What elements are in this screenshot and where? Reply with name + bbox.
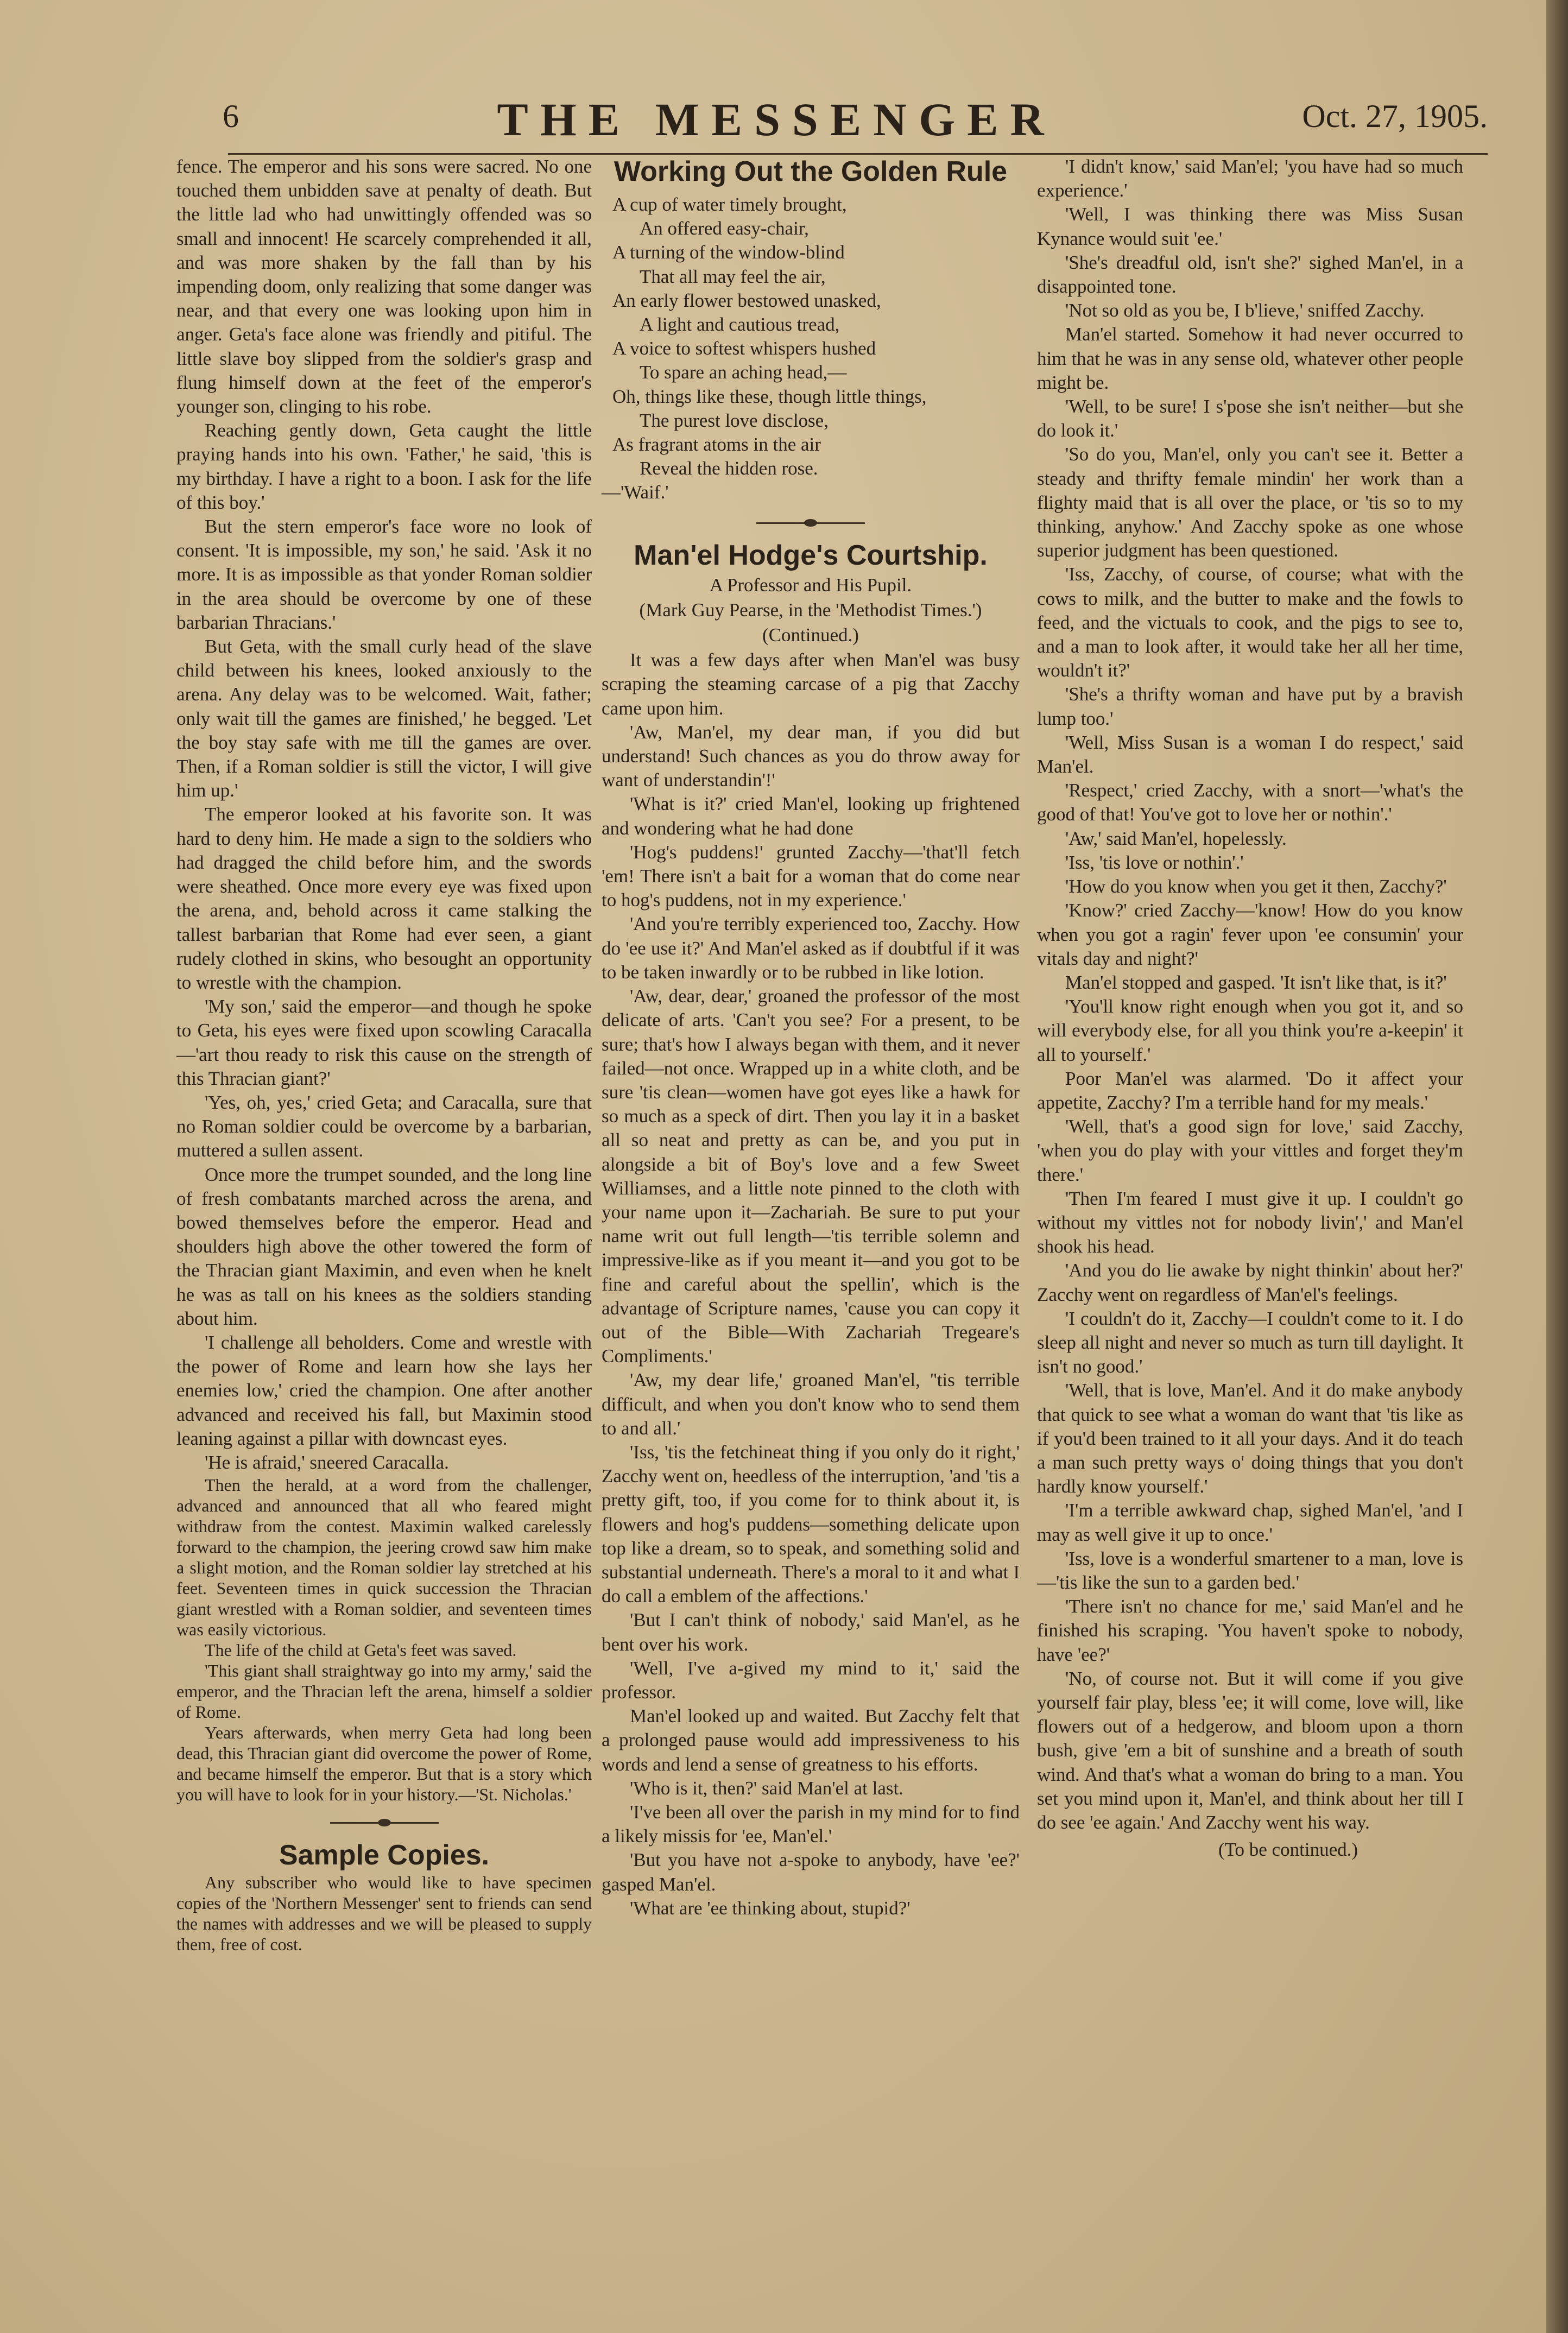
paragraph: Man'el looked up and waited. But Zacchy felt that a prolonged pause would add impressiveness to his words and lend a sense of greatness to his efforts. (602, 1705, 1020, 1775)
paragraph: 'And you do lie awake by night thinkin' about her?' Zacchy went on regardless of Man'el's feelings. (1037, 1260, 1463, 1305)
paragraph: Man'el stopped and gasped. 'It isn't like that, is it?' (1065, 971, 1447, 993)
paragraph: 'How do you know when you get it then, Zacchy?' (1065, 876, 1447, 897)
story-title: Man'el Hodge's Courtship. (634, 539, 988, 571)
paragraph: 'What is it?' cried Man'el, looking up frightened and wondering what he had done (602, 793, 1020, 839)
paragraph: 'I'm a terrible awkward chap, sighed Man'el, 'and I may as well give it up to once.' (1037, 1500, 1463, 1545)
paragraph: 'You'll know right enough when you got it, and so will everybody else, for all you think you're a-keepin' it all to yourself.' (1037, 996, 1463, 1065)
paragraph: 'Aw, Man'el, my dear man, if you did but understand! Such chances as you do throw away for want of understandin'!' (602, 721, 1020, 791)
story-continued-note: (Continued.) (762, 624, 859, 646)
paragraph: 'Well, to be sure! I s'pose she isn't neither—but she do look it.' (1037, 396, 1463, 441)
poem-line: A voice to softest whispers hushed (612, 338, 876, 359)
section-divider (330, 1819, 439, 1826)
paragraph: 'Iss, Zacchy, of course, of course; what with the cows to milk, and the butter to make and the fowls to feed, and the victuals to cook, and the pigs to see to, and a man to look after, it would take her all her time, wouldn't it?' (1037, 564, 1463, 681)
poem-line: A turning of the window-blind (612, 242, 845, 263)
paragraph: 'I challenge all beholders. Come and wrestle with the power of Rome and learn how she lays her enemies low,' cried the champion. One after another advanced and received his fall, but Maximin stood leaning against a pillar with downcast eyes. (176, 1331, 592, 1449)
poem-attribution: —'Waif.' (602, 482, 669, 503)
column-3 (1037, 155, 1463, 1862)
paragraph: 'Well, that is love, Man'el. And it do make anybody that quick to see what a woman do want that 'tis like as if you'd been trained to it all your days. And it do teach a man such pretty ways o' doing things that you don't hardly know yourself.' (1037, 1380, 1463, 1497)
poem-line: The purest love disclose, (640, 409, 829, 431)
paragraph: 'Respect,' cried Zacchy, with a snort—'what's the good of that! You've got to love her or nothin'.' (1037, 780, 1463, 825)
sample-copies-notice (176, 1872, 592, 1955)
paragraph: 'So do you, Man'el, only you can't see it. Better a steady and thrifty female mindin' her work than a flighty maid that is all over the place, or 'tis so to my thinking, anyhow.' And Zacchy spoke as one whose superior judgment has been questioned. (1037, 444, 1463, 561)
paragraph: 'No, of course not. But it will come if you give yourself fair play, bless 'ee; it will come, love will, like flowers out of a hedgerow, and bloom upon a thorn bush, give 'em a bit of sunshine and a breath of south wind. And that's what a woman do bring to a man. You set you mind upon it, Man'el, and think about her till I do see 'ee again.' And Zacchy went his way. (1037, 1667, 1463, 1833)
paragraph: But the stern emperor's face wore no look of consent. 'It is impossible, my son,' he said. 'Ask it no more. It is as impossible as that yonder Roman soldier in the area should be overcome by one of these barbarian Thracians.' (176, 516, 592, 633)
paragraph: 'Well, I was thinking there was Miss Susan Kynance would suit 'ee.' (1037, 204, 1463, 249)
paragraph: 'He is afraid,' sneered Caracalla. (205, 1451, 449, 1473)
paragraph: Then the herald, at a word from the challenger, advanced and announced that all who feared might withdraw from the contest. Maximin walked carelessly forward to the champion, the jeering crowd saw him make a slight motion, and the Roman soldier lay stretched at his feet. Seventeen times in quick succession the Thracian giant wrestled with a Roman soldier, and seventeen times was easily victorious. (176, 1475, 592, 1640)
paragraph: It was a few days after when Man'el was busy scraping the steaming carcase of a pig that Zacchy came upon him. (602, 649, 1020, 719)
paragraph: The emperor looked at his favorite son. It was hard to deny him. He made a sign to the soldiers who had dragged the child before him, and the swords were sheathed. Once more every eye was fixed upon the arena, and, behold across it came stalking the tallest barbarian that Rome had ever seen, a giant rudely clothed in skins, who besought an opportunity to wrestle with the champion. (176, 804, 592, 993)
paragraph: 'And you're terribly experienced too, Zacchy. How do 'ee use it?' And Man'el asked as if doubtful if it was to be taken inwardly or to be rubbed in like lotion. (602, 913, 1020, 983)
section-divider (756, 519, 865, 527)
paragraph: But Geta, with the small curly head of the slave child between his knees, looked anxiously to the arena. Any delay was to be welcomed. Wait, father; only wait till the games are finished,' he begged. 'Let the boy stay safe with me till the games are over. Then, if a Roman soldier is still the victor, I will give him up.' (176, 636, 592, 801)
poem-line: An offered easy-chair, (640, 218, 809, 239)
poem (602, 193, 1020, 505)
story-source: (Mark Guy Pearse, in the 'Methodist Times.') (639, 599, 982, 621)
paragraph: 'This giant shall straightway go into my army,' said the emperor, and the Thracian left the arena, himself a soldier of Rome. (176, 1661, 592, 1722)
poem-line: That all may feel the air, (640, 265, 826, 287)
paragraph: 'Well, Miss Susan is a woman I do respect,' said Man'el. (1037, 731, 1463, 777)
paragraph: Man'el started. Somehow it had never occurred to him that he was in any sense old, whatever other people might be. (1037, 324, 1463, 393)
paragraph: 'Iss, 'tis the fetchineat thing if you only do it right,' Zacchy went on, heedless of the interruption, 'and 'tis a pretty gift, too, if you come for to think about it, is flowers and hog's puddens—something delicate upon top like a dream, so to speak, and something solid and substantial underneath. There's a moral to it and what I do call a emblem of the affections.' (602, 1441, 1020, 1607)
sample-copies-heading: Sample Copies. (279, 1839, 490, 1872)
paragraph: 'But you have not a-spoke to anybody, have 'ee?' gasped Man'el. (602, 1849, 1020, 1895)
paragraph: 'Hog's puddens!' grunted Zacchy—'that'll fetch 'em! There isn't a bait for a woman that do come near to hog's puddens, not in my experience.' (602, 841, 1020, 911)
paragraph: 'I couldn't do it, Zacchy—I couldn't come to it. I do sleep all night and never so much as turn till daylight. It isn't no good.' (1037, 1307, 1463, 1377)
masthead (65, 92, 1488, 157)
poem-title: Working Out the Golden Rule (614, 156, 1008, 187)
column-2 (602, 155, 1020, 1920)
poem-line: An early flower bestowed unasked, (612, 289, 881, 311)
paragraph: 'There isn't no chance for me,' said Man'el and he finished his scraping. 'You haven't spoke to nobody, have 'ee?' (1037, 1596, 1463, 1665)
paragraph: 'Well, I've a-gived my mind to it,' said the professor. (602, 1657, 1020, 1703)
paragraph: 'She's a thrifty woman and have put by a bravish lump too.' (1037, 684, 1463, 729)
paragraph: 'What are 'ee thinking about, stupid?' (630, 1897, 911, 1919)
paragraph: 'She's dreadful old, isn't she?' sighed Man'el, in a disappointed tone. (1037, 251, 1463, 298)
paragraph: Poor Man'el was alarmed. 'Do it affect your appetite, Zacchy? I'm a terrible hand for my meals.' (1037, 1067, 1463, 1113)
paragraph: 'Iss, 'tis love or nothin'.' (1065, 851, 1244, 873)
paragraph: Any subscriber who would like to have specimen copies of the 'Northern Messenger' sent to friends can send the names with addresses and we will be pleased to supply them, free of cost. (176, 1873, 592, 1955)
paragraph: 'I didn't know,' said Man'el; 'you have had so much experience.' (1037, 156, 1463, 201)
paragraph: 'Aw, dear, dear,' groaned the professor of the most delicate of arts. 'Can't you see? For a present, to be sure; that's how I always began with them, and it never failed—not once. Wrapped up in a white cloth, and be sure 'tis clean—women have got eyes like a hawk for so much as a speck of dirt. Then you lay it in a basket all so neat and pretty as can be, and you put in alongside a bit of Boy's love and a few Sweet Williamses, and a little note pinned to the cloth with your name upon it—Zachariah. Be sure to put your name writ out full length—'tis terrible solemn and impressive-like as if you meant it—and you got to be fine and careful about the spellin', which is the advantage of Scripture names, 'cause you can copy it out of the Bible—With Zachariah Tregeare's Compliments.' (602, 985, 1020, 1367)
small-print-section (176, 1475, 592, 1805)
page-number: 6 (223, 98, 239, 134)
paragraph: 'Not so old as you be, I b'lieve,' sniffed Zacchy. (1065, 300, 1425, 321)
paper-name: THE MESSENGER (497, 93, 1056, 146)
paragraph: Years afterwards, when merry Geta had long been dead, this Thracian giant did overcome the power of Rome, and became himself the emperor. But that is a story which you will have to look for in your history.—'St. Nicholas.' (176, 1723, 592, 1805)
paragraph: Reaching gently down, Geta caught the little praying hands into his own. 'Father,' he said, 'this is my birthday. I have a right to a boon. I ask for the life of this boy.' (176, 420, 592, 513)
issue-date: Oct. 27, 1905. (1302, 98, 1488, 134)
poem-line: Reveal the hidden rose. (640, 458, 818, 479)
poem-line: A light and cautious tread, (640, 314, 840, 336)
paragraph: 'Well, that's a good sign for love,' said Zacchy, 'when you do play with your vittles and forget they'm there.' (1037, 1116, 1463, 1185)
paragraph: 'I've been all over the parish in my mind for to find a likely missis for 'ee, Man'el.' (602, 1801, 1020, 1847)
paragraph: fence. The emperor and his sons were sacred. No one touched them unbidden save at penalty of death. But the little lad who had unwittingly offended was so small and innocent! He scarcely comprehended it all, and was more shaken by the fall than by his impending doom, only realizing that some danger was near, and that every one was looking upon him in anger. Geta's face alone was friendly and pitiful. The little slave boy slipped from the soldier's grasp and flung himself down at the feet of the emperor's younger son, clinging to his robe. (176, 156, 592, 418)
poem-line: A cup of water timely brought, (612, 194, 847, 215)
paragraph: 'My son,' said the emperor—and though he spoke to Geta, his eyes were fixed upon scowling Caracalla—'art thou ready to risk this cause on the strength of this Thracian giant?' (176, 996, 592, 1089)
paragraph: The life of the child at Geta's feet was saved. (205, 1640, 517, 1660)
column-1 (176, 155, 592, 1955)
to-be-continued: (To be continued.) (1218, 1839, 1358, 1861)
paragraph: 'Aw,' said Man'el, hopelessly. (1065, 827, 1287, 849)
poem-line: Oh, things like these, though little things, (612, 385, 927, 407)
story-subtitle: A Professor and His Pupil. (709, 574, 912, 596)
paragraph: 'Iss, love is a wonderful smartener to a man, love is—'tis like the sun to a garden bed.' (1037, 1547, 1463, 1593)
poem-line: As fragrant atoms in the air (612, 434, 821, 456)
poem-line: To spare an aching head,— (640, 362, 847, 383)
paragraph: 'Know?' cried Zacchy—'know! How do you know when you got a ragin' fever upon 'ee consumin' your vitals day and night?' (1037, 900, 1463, 969)
paragraph: 'But I can't think of nobody,' said Man'el, as he bent over his work. (602, 1609, 1020, 1655)
paragraph: 'Then I'm feared I must give it up. I couldn't go without my vittles not for nobody livin',' and Man'el shook his head. (1037, 1187, 1463, 1257)
paragraph: 'Who is it, then?' said Man'el at last. (630, 1777, 903, 1799)
paragraph: Once more the trumpet sounded, and the long line of fresh combatants marched across the arena, and bowed themselves before the emperor. Head and shoulders high above the other towered the form of the Thracian giant Maximin, and even when he knelt he was as tall on his knees as the soldiers standing about him. (176, 1164, 592, 1329)
paragraph: 'Aw, my dear life,' groaned Man'el, ''tis terrible difficult, and when you don't know who to send them to and all.' (602, 1369, 1020, 1439)
paragraph: 'Yes, oh, yes,' cried Geta; and Caracalla, sure that no Roman soldier could be overcome by a barbarian, muttered a sullen assent. (176, 1091, 592, 1161)
page-edge-shadow (1546, 0, 1568, 2333)
